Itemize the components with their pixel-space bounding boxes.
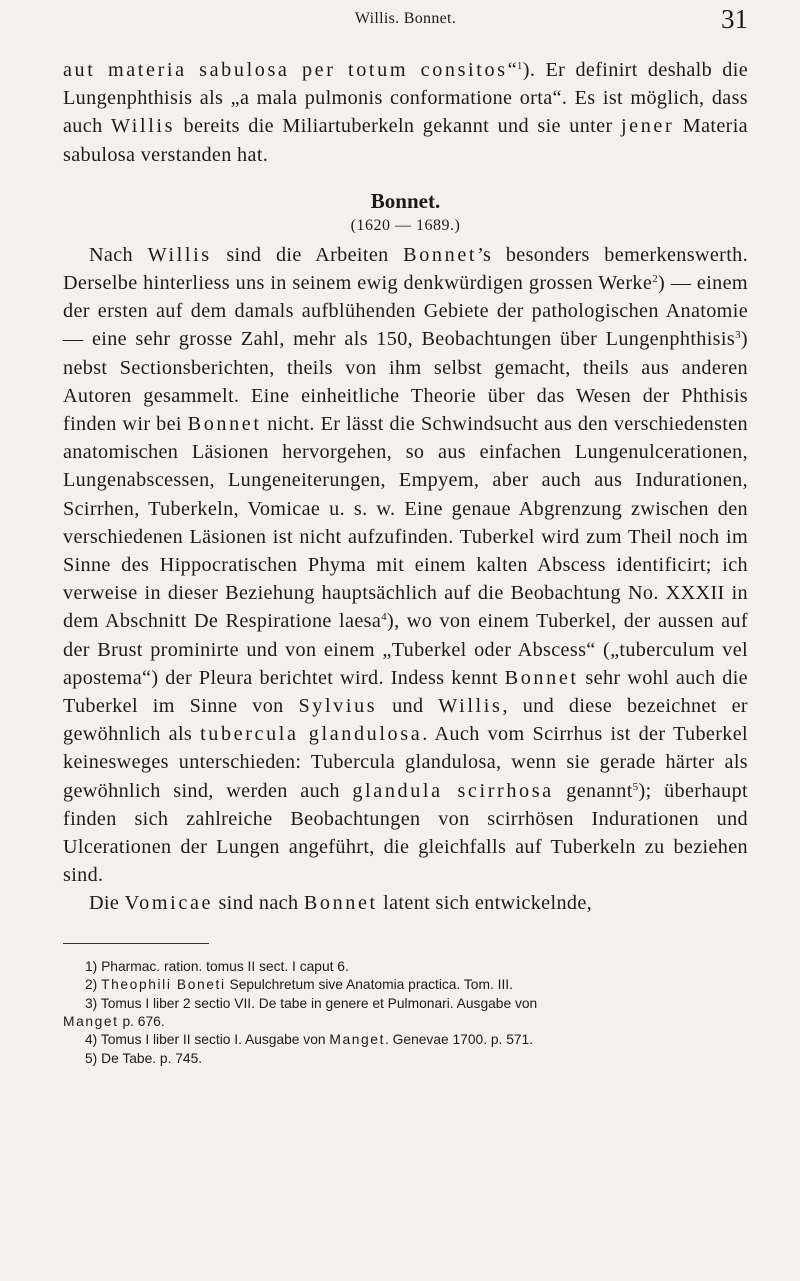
author-name: Willis [147, 243, 212, 266]
text: Nach [89, 243, 148, 266]
text: bereits die Miliartuberkeln gekannt und sie unter [175, 115, 621, 138]
footnote-ref-2: 2 [652, 273, 659, 286]
paragraph-1 [63, 56, 748, 169]
author-name: Bonnet [187, 413, 262, 436]
footnote-5: 5) De Tabe. p. 745. [85, 1050, 203, 1066]
text: Sepulchretum sive Anatomia practica. Tom. III. [225, 977, 513, 993]
author-name: Bonnet [403, 243, 478, 266]
footnote-ref-1: 1 [516, 60, 523, 72]
paragraph-2 [63, 241, 748, 890]
running-head: Willis. Bonnet. [354, 10, 457, 27]
author-name: Willis [110, 115, 176, 138]
footnote-4 [63, 1031, 748, 1049]
text: . Genevae 1700. p. 571. [385, 1032, 534, 1048]
text: 2) [85, 977, 102, 993]
footnote-divider [63, 943, 209, 944]
text: ) nebst Sectionsberichten, theils von ihm selbst gemacht, theils aus anderen Autoren gesammelt. Eine einheitliche Theorie über das Wesen der Phthisis finden wir bei [63, 328, 748, 436]
text: ). Er definirt deshalb die Lungenphthisis als „a mala pulmonis conformatione orta“. Es ist möglich, dass auch [63, 59, 749, 138]
text: . Auch vom Scirrhus ist der Tuberkel keinesweges unterschieden: Tubercula glandulosa, wenn sie gerade härter als gewöhnlich sind, werden auch [63, 723, 748, 802]
text: und [377, 695, 439, 718]
text: , und diese bezeichnet er gewöhnlich als [63, 695, 748, 746]
footnotes [63, 958, 748, 1068]
author-name: Sylvius [298, 695, 378, 718]
text: 3) Tomus I liber 2 sectio VII. De tabe in genere et Pulmonari. Ausgabe von [85, 995, 538, 1011]
text: p. 676. [118, 1013, 165, 1029]
text: aut materia sabulosa per totum consitos [63, 59, 508, 81]
text: sind die Arbeiten [211, 243, 404, 266]
text: nicht. Er lässt die Schwindsucht aus den verschiedensten anatomischen Läsionen hervorgehen, so aus einfachen Lungenulcerationen, Lungenabscessen, Lungeneiterungen, Empyem, aber auch aus Indurationen, Scirrhen, Tuberkeln, Vomicae u. s. w. Eine genaue Abgrenzung zwischen den verschiedenen Läsionen ist nicht aufzufinden. Tuberkel wird zum Theil noch im Sinne des Hippocratischen Phyma mit einem kalten Abscess identificirt; ich verweise in dieser Beziehung hauptsächlich auf die Beobachtung No. XXXII in dem Abschnitt De Respiratione laesa [63, 413, 749, 633]
section-dates: (1620 — 1689.) [350, 216, 461, 234]
text: 4) Tomus I liber II sectio I. Ausgabe von [85, 1032, 330, 1048]
emphasis: jener [620, 115, 675, 138]
author-name: Theophili Boneti [101, 977, 226, 993]
author-name: Manget [329, 1032, 386, 1048]
author-name: Bonnet [303, 892, 378, 915]
footnote-1: 1) Pharmac. ration. tomus II sect. I caput 6. [85, 958, 349, 974]
author-name: Manget [63, 1013, 119, 1029]
text: Die [89, 892, 125, 915]
text: Materia sabulosa verstanden hat. [63, 115, 748, 166]
footnote-ref-4: 4 [381, 611, 388, 624]
section-title: Bonnet. [370, 188, 441, 213]
text: ); überhaupt finden sich zahlreiche Beobachtungen von scirrhösen Indurationen und Ulcerationen der Lungen angeführt, die gleichfalls auf Tuberkeln zu beziehen sind. [63, 779, 748, 887]
text: “ [507, 59, 517, 81]
paragraph-3 [63, 889, 748, 917]
page-header [63, 0, 748, 56]
text: sind nach [213, 892, 304, 915]
text: ’s besonders bemerkenswerth. Derselbe hinterliess uns in seinem ewig denkwürdigen grossen Werke [63, 243, 749, 295]
footnote-2 [63, 976, 748, 994]
term: tubercula glandulosa [200, 723, 423, 746]
term: glandula scirrhosa [352, 779, 554, 802]
footnote-ref-3: 3 [735, 329, 741, 342]
text: ), wo von einem Tuberkel, der aussen auf der Brust prominirte und von einem „Tuberkel oder Abscess“ („tuberculum vel apostema“) der Pleura berichtet wird. Indess kennt [63, 610, 748, 689]
text: genannt [553, 779, 633, 802]
term: Vomicae [124, 892, 214, 915]
text: ) — einem der ersten auf dem damals aufblühenden Gebiete der pathologischen Anatomie — eine sehr grosse Zahl, mehr als 150, Beobachtungen über Lungenphthisis [63, 272, 748, 351]
page-number: 31 [721, 4, 748, 34]
footnote-3 [63, 995, 748, 1013]
book-page [63, 0, 748, 1068]
author-name: Willis [438, 695, 503, 718]
footnote-3-continued [63, 1013, 748, 1031]
author-name: Bonnet [504, 666, 579, 689]
section-heading [63, 189, 748, 235]
footnote-ref-5: 5 [632, 780, 639, 793]
text: sehr wohl auch die Tuberkel im Sinne von [63, 666, 748, 718]
text: latent sich entwickelnde, [377, 892, 593, 915]
